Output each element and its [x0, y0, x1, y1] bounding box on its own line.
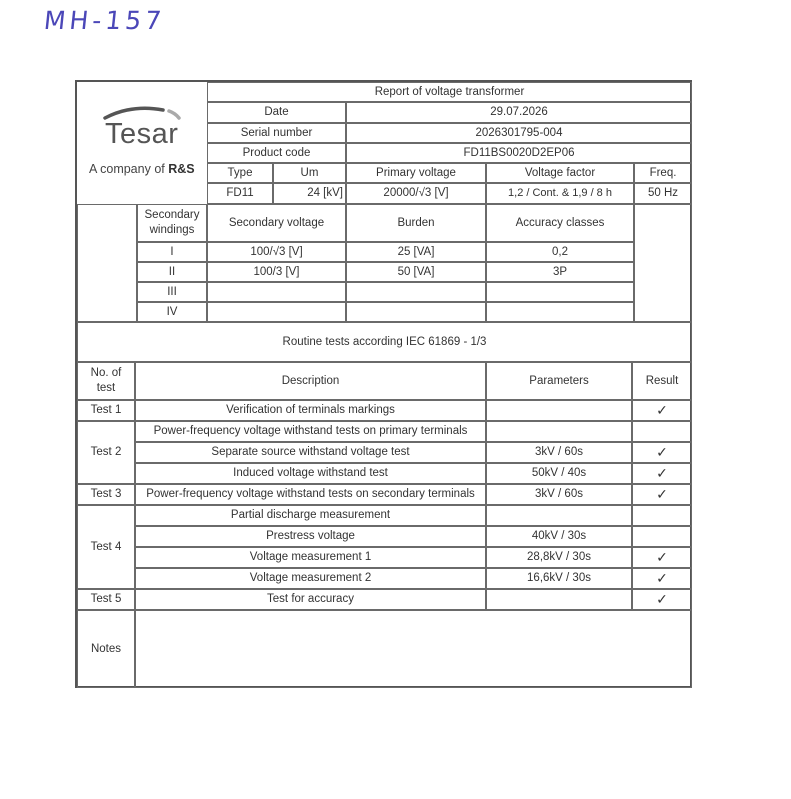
test-result	[632, 421, 692, 442]
test-parameters: 16,6kV / 30s	[486, 568, 632, 589]
winding-accuracy	[486, 302, 634, 322]
serial-label: Serial number	[207, 123, 346, 143]
test-description: Prestress voltage	[135, 526, 486, 547]
date-label: Date	[207, 102, 346, 123]
test-group-label: Test 4	[77, 505, 135, 589]
winding-accuracy	[486, 282, 634, 302]
test-description: Test for accuracy	[135, 589, 486, 610]
rating-header-freq: Freq.	[634, 163, 692, 183]
windings-header-burden: Burden	[346, 204, 486, 242]
test-parameters	[486, 400, 632, 421]
company-logo	[77, 82, 207, 204]
logo-brand-text: Tesar	[105, 118, 179, 150]
test-result-check-icon: ✓	[632, 484, 692, 505]
test-result-check-icon: ✓	[632, 589, 692, 610]
tests-header-description: Description	[135, 362, 486, 400]
test-result-check-icon: ✓	[632, 568, 692, 589]
winding-id: III	[137, 282, 207, 302]
tests-header-number: No. of test	[77, 362, 135, 400]
test-parameters	[486, 421, 632, 442]
test-group-label: Test 3	[77, 484, 135, 505]
test-description: Partial discharge measurement	[135, 505, 486, 526]
report-title: Report of voltage transformer	[207, 82, 692, 102]
windings-blank-left	[77, 204, 137, 322]
winding-voltage	[207, 302, 346, 322]
test-parameters: 3kV / 60s	[486, 442, 632, 463]
serial-value: 2026301795-004	[346, 123, 692, 143]
test-parameters: 28,8kV / 30s	[486, 547, 632, 568]
winding-burden	[346, 302, 486, 322]
product-code-label: Product code	[207, 143, 346, 163]
rating-header-type: Type	[207, 163, 273, 183]
test-result-check-icon: ✓	[632, 400, 692, 421]
test-description: Power-frequency voltage withstand tests on secondary terminals	[135, 484, 486, 505]
logo-swoosh-icon	[77, 82, 207, 122]
windings-header-secondary: Secondary windings	[137, 204, 207, 242]
test-parameters: 50kV / 40s	[486, 463, 632, 484]
product-code-value: FD11BS0020D2EP06	[346, 143, 692, 163]
windings-header-voltage: Secondary voltage	[207, 204, 346, 242]
test-result	[632, 505, 692, 526]
winding-voltage	[207, 282, 346, 302]
notes-label: Notes	[77, 610, 135, 688]
test-description: Separate source withstand voltage test	[135, 442, 486, 463]
test-description: Induced voltage withstand test	[135, 463, 486, 484]
date-value: 29.07.2026	[346, 102, 692, 123]
test-group-label: Test 2	[77, 421, 135, 484]
rating-factor: 1,2 / Cont. & 1,9 / 8 h	[486, 183, 634, 204]
test-result-check-icon: ✓	[632, 547, 692, 568]
test-result-check-icon: ✓	[632, 463, 692, 484]
rating-freq: 50 Hz	[634, 183, 692, 204]
winding-burden	[346, 282, 486, 302]
test-description: Power-frequency voltage withstand tests on primary terminals	[135, 421, 486, 442]
winding-id: IV	[137, 302, 207, 322]
routine-tests-title: Routine tests according IEC 61869 - 1/3	[77, 322, 692, 362]
winding-voltage: 100/3 [V]	[207, 262, 346, 282]
winding-burden: 25 [VA]	[346, 242, 486, 262]
test-description: Voltage measurement 1	[135, 547, 486, 568]
rating-header-primary: Primary voltage	[346, 163, 486, 183]
test-group-label: Test 5	[77, 589, 135, 610]
test-group-label: Test 1	[77, 400, 135, 421]
test-parameters	[486, 505, 632, 526]
test-description: Voltage measurement 2	[135, 568, 486, 589]
rating-header-factor: Voltage factor	[486, 163, 634, 183]
rating-header-um: Um	[273, 163, 346, 183]
test-result	[632, 526, 692, 547]
logo-tagline: A company of R&S	[89, 162, 195, 176]
winding-accuracy: 3P	[486, 262, 634, 282]
windings-blank-right	[634, 204, 692, 322]
test-result-check-icon: ✓	[632, 442, 692, 463]
test-parameters	[486, 589, 632, 610]
test-parameters: 3kV / 60s	[486, 484, 632, 505]
winding-burden: 50 [VA]	[346, 262, 486, 282]
tests-header-parameters: Parameters	[486, 362, 632, 400]
winding-id: II	[137, 262, 207, 282]
notes-field	[135, 610, 692, 688]
rating-um: 24 [kV]	[273, 183, 346, 204]
winding-accuracy: 0,2	[486, 242, 634, 262]
winding-voltage: 100/√3 [V]	[207, 242, 346, 262]
test-report-sheet	[75, 80, 692, 688]
windings-header-accuracy: Accuracy classes	[486, 204, 634, 242]
rating-type: FD11	[207, 183, 273, 204]
rating-primary: 20000/√3 [V]	[346, 183, 486, 204]
test-parameters: 40kV / 30s	[486, 526, 632, 547]
handwritten-annotation: MH-157	[42, 6, 167, 35]
test-description: Verification of terminals markings	[135, 400, 486, 421]
winding-id: I	[137, 242, 207, 262]
tests-header-result: Result	[632, 362, 692, 400]
